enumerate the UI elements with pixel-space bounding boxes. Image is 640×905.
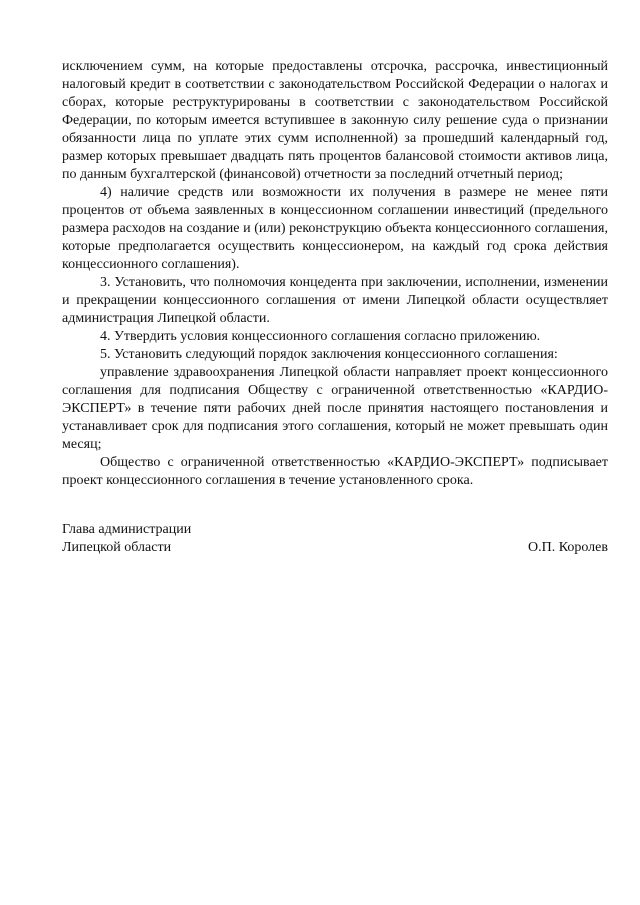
paragraph-6: управление здравоохранения Липецкой области направляет проект концессионного соглашения для подписания Обществу с ограниченной ответственностью «КАРДИО-ЭКСПЕРТ» в течение пяти рабочих дней после принятия настоящего постановления и устанавливает срок для подписания этого соглашения, который не может превышать один месяц; [62, 365, 608, 452]
signatory-name: О.П. Королев [528, 540, 608, 555]
paragraph-5: 5. Установить следующий порядок заключения концессионного соглашения: [100, 347, 558, 362]
paragraph-4: 4. Утвердить условия концессионного соглашения согласно приложению. [100, 329, 541, 344]
signatory-row [62, 539, 608, 557]
document-body [62, 58, 608, 490]
paragraph-2: 4) наличие средств или возможности их получения в размере не менее пяти процентов от объема заявленных в концессионном соглашении инвестиций (предельного размера расходов на создание и (или) реконструкцию объекта концессионного соглашения, которые предполагается осуществить концессионером, на каждый год срока действия концессионного соглашения). [62, 185, 608, 272]
signatory-title-line-1: Глава администрации [62, 522, 192, 537]
paragraph-3: 3. Установить, что полномочия концедента при заключении, исполнении, изменении и прекращении концессионного соглашения от имени Липецкой области осуществляет администрация Липецкой области. [62, 275, 608, 326]
paragraph-1: исключением сумм, на которые предоставлены отсрочка, рассрочка, инвестиционный налоговый кредит в соответствии с законодательством Российской Федерации о налогах и сборах, которые реструктурированы в соответствии с законодательством Российской Федерации, по которым имеется вступившее в законную силу решение суда о признании обязанности лица по уплате этих сумм исполненной) за прошедший календарный год, размер которых превышает двадцать пять процентов балансовой стоимости активов лица, по данным бухгалтерской (финансовой) отчетности за последний отчетный период; [62, 59, 608, 182]
signature-block [62, 521, 608, 557]
signatory-title-line-2: Липецкой области [62, 540, 172, 555]
paragraph-7: Общество с ограниченной ответственностью «КАРДИО-ЭКСПЕРТ» подписывает проект концессионного соглашения в течение установленного срока. [62, 455, 608, 488]
